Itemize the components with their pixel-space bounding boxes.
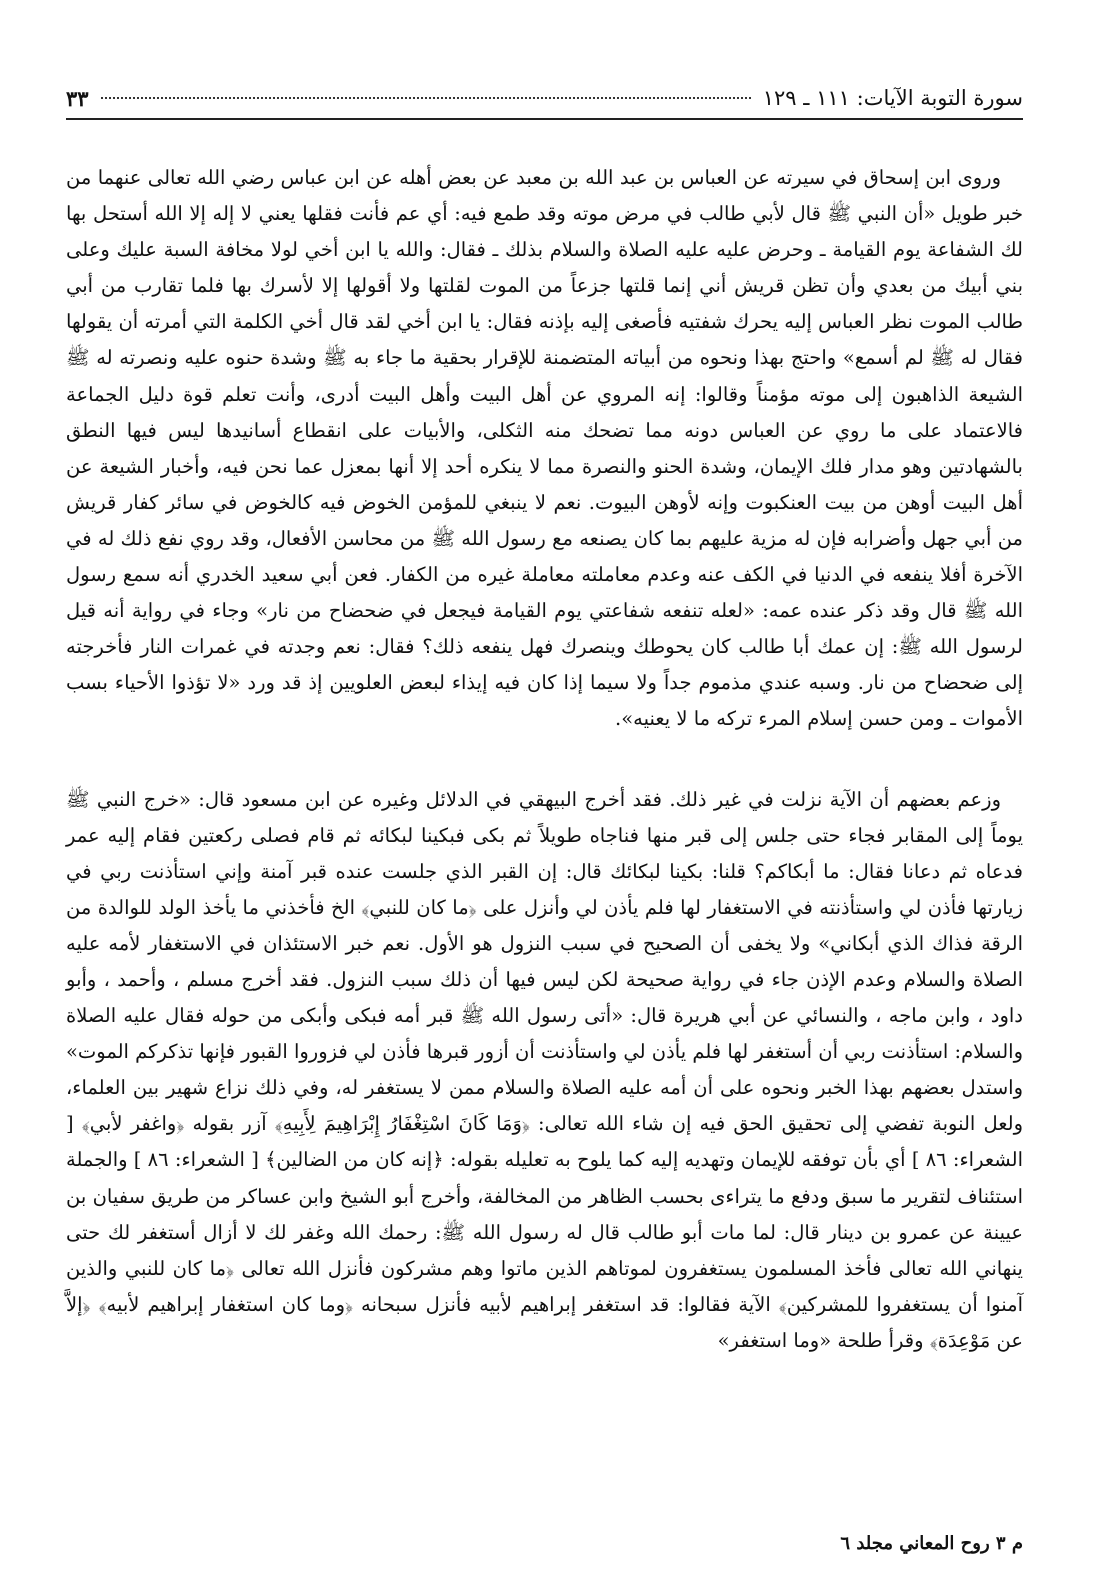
paragraph-gap (66, 738, 1023, 782)
page-number: ٣٣ (66, 85, 89, 111)
running-header (66, 78, 1023, 120)
paragraph-2: وزعم بعضهم أن الآية نزلت في غير ذلك. فقد أخرج البيهقي في الدلائل وغيره عن ابن مسعود قال: «خرج النبي ﷺ يوماً إلى المقابر فجاء حتى جلس إلى قبر منها فناجاه طويلاً ثم بكى فبكينا لبكائه ثم قام فصلى ركعتين فقام إليه عمر فدعاه ثم دعانا فقال: ما أبكاكم؟ قلنا: بكينا لبكائك قال: إن القبر الذي جلست عنده قبر آمنة وإني استأذنت ربي في زيارتها فأذن لي واستأذنته في الاستغفار لها فلم يأذن لي وأنزل على ﴿ما كان للنبي﴾ الخ فأخذني ما يأخذ الولد للوالدة من الرقة فذاك الذي أبكاني» ولا يخفى أن الصحيح في سبب النزول هو الأول. نعم خبر الاستئذان في الاستغفار لأمه عليه الصلاة والسلام وعدم الإذن جاء في رواية صحيحة لكن ليس فيها أن ذلك سبب النزول. فقد أخرج مسلم ، وأحمد ، وأبو داود ، وابن ماجه ، والنسائي عن أبي هريرة قال: «أتى رسول الله ﷺ قبر أمه فبكى وأبكى من حوله فقال عليه الصلاة والسلام: استأذنت ربي أن أستغفر لها فلم يأذن لي واستأذنت أن أزور قبرها فأذن لي فزوروا القبور فإنها تذكركم الموت» واستدل بعضهم بهذا الخبر ونحوه على أن أمه عليه الصلاة والسلام ممن لا يستغفر له، وفي ذلك نزاع شهير بين العلماء، ولعل النوبة تفضي إلى تحقيق الحق فيه إن شاء الله تعالى: ﴿وَمَا كَانَ اسْتِغْفَارُ إِبْرَاهِيمَ لِأَبِيهِ﴾ آزر بقوله ﴿واغفر لأبي﴾ [ الشعراء: ٨٦ ] أي بأن توفقه للإيمان وتهديه إليه كما يلوح به تعليله بقوله: ﴿إنه كان من الضالين﴾ [ الشعراء: ٨٦ ] والجملة استئناف لتقرير ما سبق ودفع ما يتراءى بحسب الظاهر من المخالفة، وأخرج أبو الشيخ وابن عساكر من طريق سفيان بن عيينة عن عمرو بن دينار قال: لما مات أبو طالب قال له رسول الله ﷺ: رحمك الله وغفر لك لا أزال أستغفر لك حتى ينهاني الله تعالى فأخذ المسلمون يستغفرون لموتاهم الذين ماتوا وهم مشركون فأنزل الله تعالى ﴿ما كان للنبي والذين آمنوا أن يستغفروا للمشركين﴾ الآية فقالوا: قد استغفر إبراهيم لأبيه فأنزل سبحانه ﴿وما كان استغفار إبراهيم لأبيه﴾ ﴿إلاَّ عن مَوْعِدَة﴾ وقرأ طلحة «وما استغفر» (65, 787, 1023, 1352)
paragraph-1: وروى ابن إسحاق في سيرته عن العباس بن عبد الله بن معبد عن بعض أهله عن ابن عباس رضي الله تعالى عنهما من خبر طويل «أن النبي ﷺ قال لأبي طالب في مرض موته وقد طمع فيه: أي عم فأنت فقلها يعني لا إله إلا الله أستحل بها لك الشفاعة يوم القيامة ـ وحرض عليه عليه الصلاة والسلام بذلك ـ فقال: والله يا ابن أخي لولا مخافة السبة عليك وعلى بني أبيك من بعدي وأن تظن قريش أني إنما قلتها جزعاً من الموت لقلتها ولا أقولها إلا لأسرك بها فلما تقارب من أبي طالب الموت نظر العباس إليه يحرك شفتيه فأصغى إليه بإذنه فقال: يا ابن أخي لقد قال أخي الكلمة التي أمرته أن يقولها فقال له ﷺ لم أسمع» واحتج بهذا ونحوه من أبياته المتضمنة للإقرار بحقية ما جاء به ﷺ وشدة حنوه عليه ونصرته له ﷺ الشيعة الذاهبون إلى موته مؤمناً وقالوا: إنه المروي عن أهل البيت وأهل البيت أدرى، وأنت تعلم قوة دليل الجماعة فالاعتماد على ما روي عن العباس دونه مما تضحك منه الثكلى، والأبيات على انقطاع أسانيدها ليس فيها النطق بالشهادتين وهو مدار فلك الإيمان، وشدة الحنو والنصرة مما لا ينكره أحد إلا أنها بمعزل عما نحن فيه، وأخبار الشيعة عن أهل البيت أوهن من بيت العنكبوت وإنه لأوهن البيوت. نعم لا ينبغي للمؤمن الخوض فيه كالخوض في سائر كفار قريش من أبي جهل وأضرابه فإن له مزية عليهم بما كان يصنعه مع رسول الله ﷺ من محاسن الأفعال، وقد روي نفع ذلك له في الآخرة أفلا ينفعه في الدنيا في الكف عنه وعدم معاملته معاملة غيره من الكفار. فعن أبي سعيد الخدري أنه سمع رسول الله ﷺ قال وقد ذكر عنده عمه: «لعله تنفعه شفاعتي يوم القيامة فيجعل في ضحضاح من نار» وجاء في رواية أنه قيل لرسول الله ﷺ: إن عمك أبا طالب كان يحوطك وينصرك فهل ينفعه ذلك؟ فقال: نعم وجدته في غمرات النار فأخرجته إلى ضحضاح من نار. وسبه عندي مذموم جداً ولا سيما إذا كان فيه إيذاء لبعض العلويين إذ قد ورد «لا تؤذوا الأحياء بسب الأموات ـ ومن حسن إسلام المرء تركه ما لا يعنيه». (66, 166, 1023, 731)
header-leader-dots (101, 97, 751, 99)
header-title: سورة التوبة الآيات: ١١١ ـ ١٢٩ (762, 86, 1023, 110)
main-text (66, 160, 1023, 1359)
signature-mark: م ٣ روح المعاني مجلد ٦ (840, 1533, 1023, 1554)
